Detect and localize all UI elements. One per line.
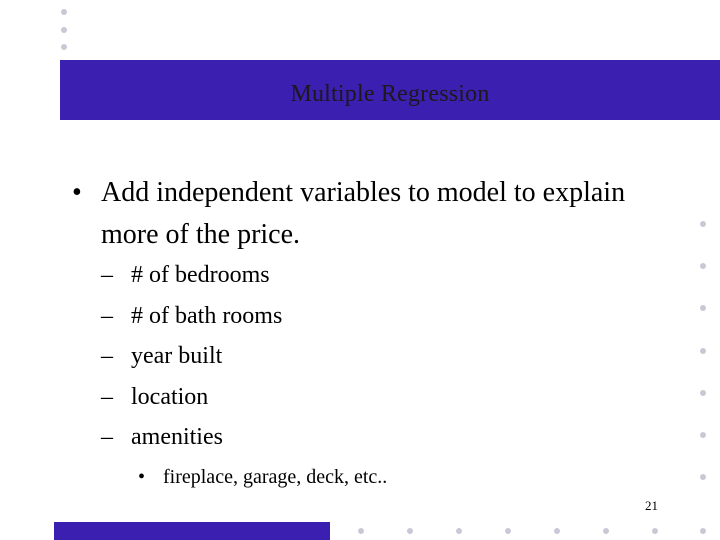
decor-dot — [652, 528, 658, 534]
decor-dot — [603, 528, 609, 534]
sub-bullet-text: # of bath rooms — [131, 302, 283, 329]
decor-dot — [700, 528, 706, 534]
decor-dot — [700, 432, 706, 438]
sub-bullet — [101, 377, 661, 418]
dash-marker: – — [101, 424, 113, 450]
amenities-detail-text: fireplace, garage, deck, etc.. — [163, 466, 388, 488]
bullet-marker: • — [138, 466, 146, 488]
sub-bullet-text: amenities — [131, 424, 223, 450]
sub-bullet — [101, 296, 661, 337]
dash-marker: – — [101, 383, 113, 410]
bullet-marker: • — [72, 177, 82, 208]
footer-bar — [54, 522, 330, 540]
decor-dot — [61, 27, 67, 33]
dash-marker: – — [101, 343, 113, 369]
decor-dot — [61, 9, 67, 15]
slide-title: Multiple Regression — [290, 81, 490, 107]
decor-dot — [358, 528, 364, 534]
decor-dot — [700, 221, 706, 227]
main-bullet — [72, 172, 672, 256]
decor-dot — [700, 305, 706, 311]
decor-dot — [407, 528, 413, 534]
sub-bullet — [101, 417, 661, 458]
sub-bullet-text: year built — [131, 343, 223, 369]
dash-marker: – — [101, 302, 113, 329]
decor-dot — [61, 44, 67, 50]
sub-bullet-text: # of bedrooms — [131, 262, 270, 288]
decor-dot — [505, 528, 511, 534]
page-number: 21 — [645, 498, 658, 513]
dash-marker: – — [101, 262, 113, 288]
sub-bullet — [101, 336, 661, 377]
decor-dot — [700, 348, 706, 354]
decor-dot — [554, 528, 560, 534]
sub-bullet-text: location — [131, 383, 209, 410]
amenities-detail — [138, 462, 387, 492]
title-bar — [60, 60, 720, 120]
sub-bullet-list — [101, 255, 661, 458]
main-bullet-text: Add independent variables to model to explain more of the price. — [101, 177, 626, 250]
decor-dot — [700, 474, 706, 480]
decor-dot — [700, 263, 706, 269]
sub-bullet — [101, 255, 661, 296]
decor-dot — [456, 528, 462, 534]
decor-dot — [700, 390, 706, 396]
